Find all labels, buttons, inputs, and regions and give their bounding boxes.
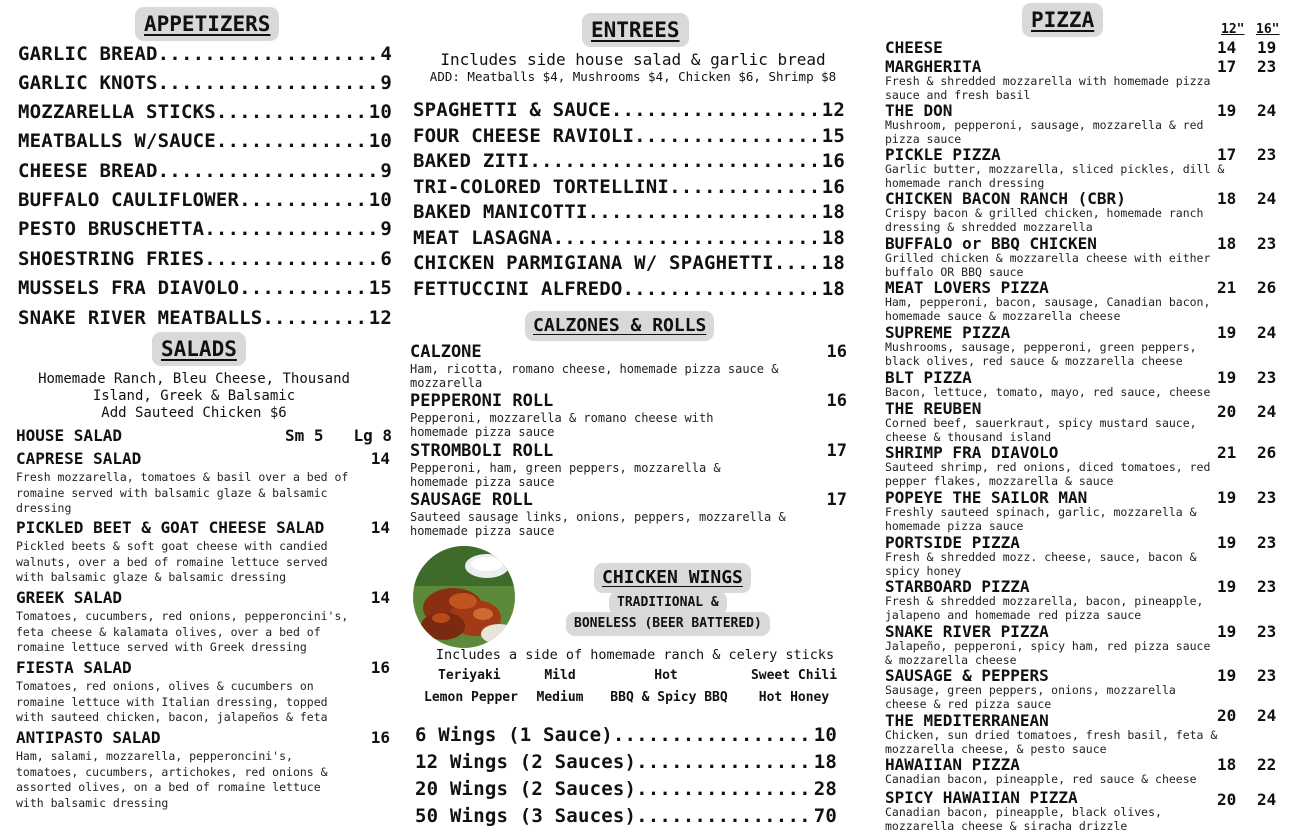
item-price: 16 [370,728,390,747]
item-price: 16 [826,391,847,411]
dot-leader [204,218,380,240]
item-name: POPEYE THE SAILOR MAN [885,488,1088,507]
menu-item [18,277,392,299]
sauce-option: Sweet Chili [750,668,838,683]
item-price: 15 [368,277,392,299]
item-description: Mushrooms, sausage, pepperoni, green peppers, black olives, red sauce & mozzarella cheese [885,340,1197,368]
dot-leader [216,101,369,123]
item-description: Pepperoni, ham, green peppers, mozzarella & homemade pizza sauce [410,461,721,489]
price-12: 18 [1217,189,1237,208]
item-name: SHOESTRING FRIES [18,248,205,270]
item-name: THE DON [885,101,953,120]
menu-item [18,248,392,270]
item-price: 14 [370,518,390,537]
menu-item [413,227,845,249]
item-name: THE REUBEN [885,399,982,418]
chicken-wings-heading: CHICKEN WINGS [594,563,751,593]
item-description: Fresh & shredded mozzarella with homemade pizza sauce and fresh basil [885,74,1211,102]
add-chicken-note: Add Sauteed Chicken $6 [101,405,287,421]
price-16: 26 [1257,443,1277,462]
item-description: Bacon, lettuce, tomato, mayo, red sauce, cheese [885,385,1211,399]
item-description: Grilled chicken & mozzarella cheese with either buffalo OR BBQ sauce [885,251,1211,279]
item-name: HAWAIIAN PIZZA [885,755,1020,774]
item-description: Canadian bacon, pineapple, black olives, mozzarella cheese & siracha drizzle [885,805,1162,833]
item-name: ANTIPASTO SALAD [16,728,161,747]
price-12: 19 [1217,368,1237,387]
item-description: Garlic butter, mozzarella, sliced pickles, dill & homemade ranch dressing [885,162,1225,190]
menu-item [18,43,392,65]
sauce-option: Lemon Pepper [424,690,518,705]
item-name: THE MEDITERRANEAN [885,711,1049,730]
item-description: Canadian bacon, pineapple, red sauce & cheese [885,772,1197,786]
item-name: PICKLE PIZZA [885,145,1001,164]
menu-item [410,490,847,538]
price-16: 23 [1257,488,1277,507]
item-name: GARLIC KNOTS [18,72,158,94]
item-price: 4 [380,43,392,65]
price-16: 24 [1257,790,1277,809]
item-name: MOZZARELLA STICKS [18,101,216,123]
item-price: 14 [370,449,390,468]
menu-item [18,160,392,182]
menu-item [415,751,837,773]
item-name: BUFFALO CAULIFLOWER [18,189,240,211]
item-price: 16 [821,176,845,198]
item-name: PEPPERONI ROLL [410,391,554,411]
appetizers-heading: APPETIZERS [135,7,279,41]
entrees-addons: ADD: Meatballs $4, Mushrooms $4, Chicken $6, Shrimp $8 [429,69,837,84]
sauce-option: Mild [544,668,576,683]
price-16: 23 [1257,577,1277,596]
item-price: 9 [380,218,392,240]
item-price: 16 [821,150,845,172]
wings-image-icon [413,546,515,648]
item-name: CAPRESE SALAD [16,449,142,468]
dot-leader [634,125,822,147]
price-12: 17 [1217,57,1237,76]
wings-includes: Includes a side of homemade ranch & celery sticks [435,647,835,663]
menu-item [16,728,390,811]
left-column [14,0,394,839]
item-price: 16 [826,342,847,362]
item-name: PICKLED BEET & GOAT CHEESE SALAD [16,518,325,537]
item-name: FETTUCCINI ALFREDO [413,278,623,300]
price-12: 14 [1217,38,1237,57]
item-description: Pickled beets & soft goat cheese with candied walnuts, over a bed of romaine lettuce served with balsamic glaze & balsamic dressing [16,539,328,584]
price-12: 18 [1217,755,1237,774]
item-price: 10 [368,130,392,152]
item-name: STARBOARD PIZZA [885,577,1030,596]
item-price: 70 [813,805,837,827]
menu-item [413,99,845,121]
wings-subtitle: BONELESS (BEER BATTERED) [566,612,770,636]
item-name: CHEESE BREAD [18,160,158,182]
item-price: 18 [821,252,845,274]
house-salad [16,426,392,445]
item-description: Ham, salami, mozzarella, pepperoncini's, tomatoes, cucumbers, artichokes, red onions & assorted olives, on a bed of romaine lettuce with balsamic dressing [16,749,328,810]
item-description: Sauteed sausage links, onions, peppers, mozzarella & homemade pizza sauce [410,510,786,538]
salads-heading: SALADS [152,332,246,366]
price-16: 24 [1257,402,1277,421]
item-description: Ham, ricotta, romano cheese, homemade pizza sauce & mozzarella [410,362,779,390]
dot-leader [636,778,814,800]
price-16: 23 [1257,533,1277,552]
item-name: 50 Wings (3 Sauces) [415,805,637,827]
item-name: CALZONE [410,342,482,362]
item-name: MEAT LOVERS PIZZA [885,278,1049,297]
item-name: MEAT LASAGNA [413,227,553,249]
item-name: PORTSIDE PIZZA [885,533,1020,552]
sauce-option: BBQ & Spicy BBQ [610,690,728,705]
item-price: 17 [826,441,847,461]
price-12: 18 [1217,234,1237,253]
wings-subtitle: TRADITIONAL & [609,591,727,615]
item-price-large: Lg 8 [353,426,392,445]
item-description: Pepperoni, mozzarella & romano cheese with homemade pizza sauce [410,411,714,439]
menu-item [413,278,845,300]
price-16: 24 [1257,706,1277,725]
menu-item [16,588,390,656]
item-name: CHICKEN PARMIGIANA W/ SPAGHETTI [413,252,774,274]
item-price: 16 [370,658,390,677]
price-12: 19 [1217,666,1237,685]
dressings-line: Island, Greek & Balsamic [92,388,296,404]
item-price: 18 [813,751,837,773]
dot-leader [239,189,369,211]
right-column [884,0,1289,839]
item-name: HOUSE SALAD [16,426,122,445]
item-name: STROMBOLI ROLL [410,441,554,461]
item-description: Fresh & shredded mozzarella, bacon, pineapple, jalapeno and homemade red pizza sauce [885,594,1204,622]
item-description: Sausage, green peppers, onions, mozzarella cheese & red pizza sauce [885,683,1176,711]
price-12: 17 [1217,145,1237,164]
item-price: 10 [368,101,392,123]
dot-leader [623,278,822,300]
item-name: FOUR CHEESE RAVIOLI [413,125,635,147]
item-price: 6 [380,248,392,270]
price-12: 19 [1217,101,1237,120]
item-name: SAUSAGE & PEPPERS [885,666,1049,685]
item-description: Corned beef, sauerkraut, spicy mustard sauce, cheese & thousand island [885,416,1197,444]
item-name: BUFFALO or BBQ CHICKEN [885,234,1097,253]
price-16: 23 [1257,622,1277,641]
menu-item [16,658,390,726]
price-16: 23 [1257,234,1277,253]
dot-leader [774,252,822,274]
dot-leader [636,805,814,827]
dot-leader [262,307,368,329]
item-name: GARLIC BREAD [18,43,158,65]
item-price: 18 [821,201,845,223]
item-price: 12 [368,307,392,329]
pizza-heading: PIZZA [1022,3,1103,37]
price-16: 23 [1257,57,1277,76]
menu-item [16,449,390,517]
menu-item [413,125,845,147]
price-12: 20 [1217,706,1237,725]
menu-item [413,176,845,198]
price-16: 24 [1257,323,1277,342]
item-description: Sauteed shrimp, red onions, diced tomatoes, red pepper flakes, mozzarella & sauce [885,460,1211,488]
item-name: GREEK SALAD [16,588,122,607]
dot-leader [636,751,814,773]
price-12: 19 [1217,488,1237,507]
item-price: 14 [370,588,390,607]
price-12: 20 [1217,790,1237,809]
item-name: BAKED ZITI [413,150,530,172]
menu-item [413,201,845,223]
item-name: SNAKE RIVER PIZZA [885,622,1049,641]
item-description: Mushroom, pepperoni, sausage, mozzarella & red pizza sauce [885,118,1204,146]
item-name: BAKED MANICOTTI [413,201,588,223]
menu-item [18,101,392,123]
item-description: Ham, pepperoni, bacon, sausage, Canadian bacon, homemade sauce & mozzarella cheese [885,295,1211,323]
item-price: 10 [813,724,837,746]
price-12: 21 [1217,443,1237,462]
sauce-option: Hot Honey [758,690,830,705]
menu-item [415,778,837,800]
size-16-header: 16" [1256,22,1280,37]
entrees-heading: ENTREES [582,13,689,47]
dot-leader [529,150,821,172]
item-price: 12 [821,99,845,121]
item-description: Tomatoes, red onions, olives & cucumbers on romaine lettuce with Italian dressing, topped with sauteed chicken, bacon, jalapeños & feta [16,679,328,724]
item-name: SUPREME PIZZA [885,323,1011,342]
item-price: 15 [821,125,845,147]
price-12: 19 [1217,622,1237,641]
item-name: PESTO BRUSCHETTA [18,218,205,240]
price-12: 21 [1217,278,1237,297]
item-description: Crispy bacon & grilled chicken, homemade ranch dressing & shredded mozzarella [885,206,1204,234]
price-12: 20 [1217,402,1237,421]
price-16: 26 [1257,278,1277,297]
dressings-line: Homemade Ranch, Bleu Cheese, Thousand [38,371,350,387]
item-name: BLT PIZZA [885,368,972,387]
menu-item [410,441,847,489]
dot-leader [216,130,369,152]
dot-leader [669,176,822,198]
dot-leader [588,201,822,223]
menu-item [18,72,392,94]
item-name: FIESTA SALAD [16,658,132,677]
dot-leader [158,72,381,94]
item-price: 18 [821,227,845,249]
menu-item [415,805,837,827]
item-price: 9 [380,72,392,94]
chicken-wings-photo [413,546,515,648]
menu-item [18,130,392,152]
entrees-subtitle: Includes side house salad & garlic bread [440,50,826,69]
menu-item [18,189,392,211]
price-16: 23 [1257,666,1277,685]
price-16: 23 [1257,145,1277,164]
item-name: SPAGHETTI & SAUCE [413,99,611,121]
item-price: 17 [826,490,847,510]
item-name: CHICKEN BACON RANCH (CBR) [885,189,1126,208]
item-name: CHEESE [885,38,943,57]
dot-leader [239,277,369,299]
item-name: TRI-COLORED TORTELLINI [413,176,670,198]
item-price: 28 [813,778,837,800]
item-price: 9 [380,160,392,182]
menu-item [413,150,845,172]
item-price: 10 [368,189,392,211]
item-price: 18 [821,278,845,300]
item-name: SAUSAGE ROLL [410,490,533,510]
item-description: Freshly sauteed spinach, garlic, mozzarella & homemade pizza sauce [885,505,1197,533]
salad-dressings [14,371,374,422]
item-name: MUSSELS FRA DIAVOLO [18,277,240,299]
dot-leader [613,724,814,746]
menu-item [413,252,845,274]
dot-leader [158,43,381,65]
dot-leader [204,248,380,270]
menu-item [410,342,847,390]
middle-column [408,0,858,839]
price-16: 19 [1257,38,1277,57]
size-12-header: 12" [1221,22,1245,37]
menu-item [415,724,837,746]
item-name: MEATBALLS W/SAUCE [18,130,216,152]
menu-item [16,518,390,586]
item-description: Chicken, sun dried tomatoes, fresh basil, feta & mozzarella cheese, & pesto sauce [885,728,1218,756]
item-name: SPICY HAWAIIAN PIZZA [885,788,1078,807]
sauce-option: Teriyaki [438,668,501,683]
menu-item [410,391,847,439]
item-price-small: Sm 5 [284,426,324,445]
item-description: Jalapeño, pepperoni, spicy ham, red pizza sauce & mozzarella cheese [885,639,1211,667]
dot-leader [611,99,822,121]
item-name: 20 Wings (2 Sauces) [415,778,637,800]
menu-item [18,307,392,329]
price-12: 19 [1217,533,1237,552]
price-16: 24 [1257,101,1277,120]
item-description: Fresh & shredded mozz. cheese, sauce, bacon & spicy honey [885,550,1197,578]
sauce-option: Hot [654,668,678,683]
dot-leader [158,160,381,182]
item-description: Tomatoes, cucumbers, red onions, pepperoncini's, feta cheese & kalamata olives, over a bed of romaine lettuce served with Greek dressing [16,609,349,654]
dot-leader [553,227,822,249]
item-name: SHRIMP FRA DIAVOLO [885,443,1059,462]
item-name: SNAKE RIVER MEATBALLS [18,307,263,329]
item-name: MARGHERITA [885,57,982,76]
calzones-heading: CALZONES & ROLLS [525,311,714,341]
price-12: 19 [1217,323,1237,342]
price-16: 22 [1257,755,1277,774]
sauce-option: Medium [536,690,584,705]
price-16: 24 [1257,189,1277,208]
item-name: 12 Wings (2 Sauces) [415,751,637,773]
item-name: 6 Wings (1 Sauce) [415,724,613,746]
menu-item [18,218,392,240]
price-12: 19 [1217,577,1237,596]
price-16: 23 [1257,368,1277,387]
item-description: Fresh mozzarella, tomatoes & basil over a bed of romaine served with balsamic glaze & balsamic dressing [16,470,349,515]
